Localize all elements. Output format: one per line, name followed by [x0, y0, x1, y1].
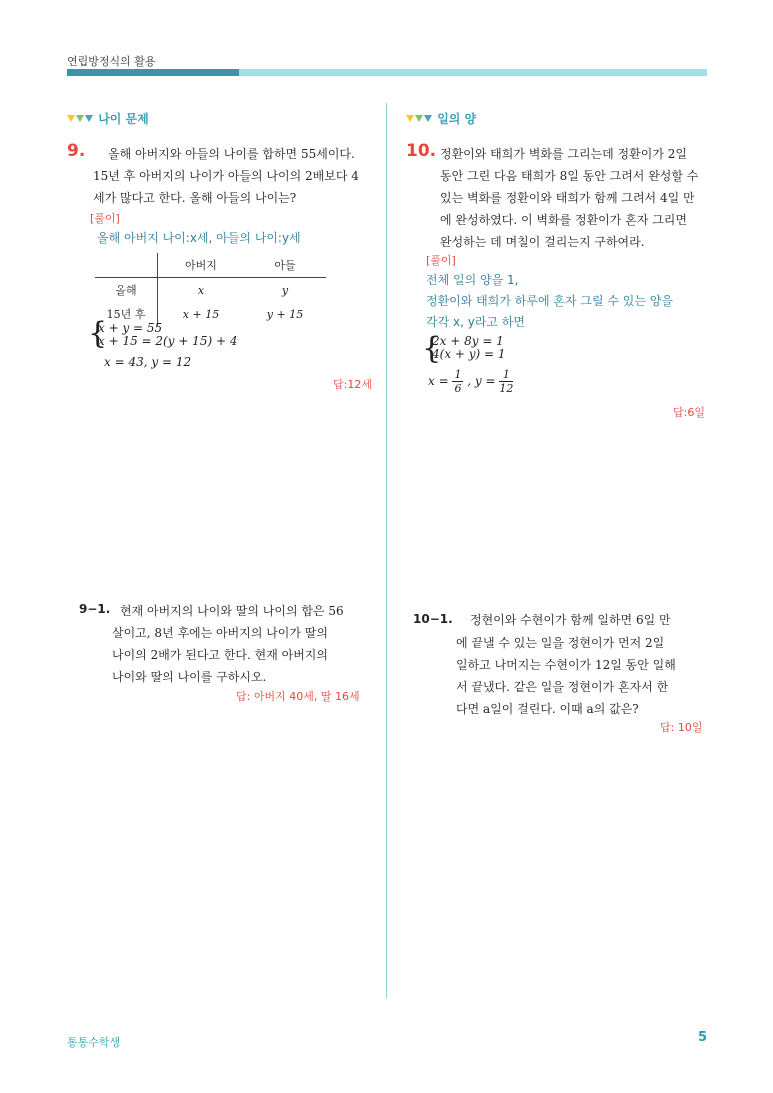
- question-10-number: 10.: [406, 141, 437, 161]
- equation-2: x + 15 = 2(y + 15) + 4: [98, 334, 238, 348]
- solution-line-1: 전체 일의 양을 1,: [426, 273, 519, 287]
- solution-line-2: 정환이와 태희가 하루에 혼자 그릴 수 있는 양을: [426, 294, 673, 308]
- solution-result: [428, 368, 513, 395]
- question-10-1-line-4: 서 끝냈다. 같은 일을 정현이가 혼자서 한: [456, 680, 669, 694]
- section-heading-age: [67, 110, 149, 127]
- question-9-line-2: 15년 후 아버지의 나이가 아들의 나이의 2배보다 4: [93, 169, 359, 183]
- question-10-1-line-1: 정현이와 수현이가 함께 일하면 6일 만: [470, 613, 671, 627]
- table-cell: x: [197, 283, 205, 297]
- question-10-line-1: 정환이와 태희가 벽화를 그리는데 정환이가 2일: [440, 147, 687, 161]
- question-10-1-line-2: 에 끝낼 수 있는 일을 정현이가 먼저 2일: [456, 636, 665, 650]
- system-brace-icon: {: [422, 331, 442, 366]
- result-y-label: , y =: [467, 374, 496, 388]
- question-9-1-line-2: 살이고, 8년 후에는 아버지의 나이가 딸의: [112, 626, 328, 640]
- header-title: 연립방정식의 활용: [67, 55, 156, 68]
- solution-label: [풀이]: [426, 254, 456, 267]
- solution-result: x = 43, y = 12: [104, 355, 192, 369]
- answer-9-1: 답: 아버지 40세, 딸 16세: [236, 690, 360, 703]
- fraction-numerator: 1: [454, 368, 462, 381]
- table-cell: y + 15: [266, 307, 304, 321]
- question-10-1-line-5: 다면 a일이 걸린다. 이때 a의 값은?: [456, 702, 639, 716]
- fraction-y: [499, 368, 513, 395]
- footer-brand: 통통수학생: [67, 1036, 121, 1049]
- header-bar-dark: [67, 69, 239, 76]
- column-divider: [386, 103, 387, 998]
- equation-1: x + y = 55: [98, 321, 163, 335]
- equation-2: 4(x + y) = 1: [432, 347, 506, 361]
- question-10-line-5: 완성하는 데 며칠이 걸리는지 구하여라.: [440, 235, 645, 249]
- table-cell: x + 15: [182, 307, 220, 321]
- system-brace-icon: {: [88, 316, 108, 351]
- question-10-line-3: 있는 벽화를 정환이와 태희가 함께 그려서 4일 만: [440, 191, 695, 205]
- table-row: [95, 278, 326, 303]
- solution-line-3: 각각 x, y라고 하면: [426, 315, 526, 329]
- table-header-row: [95, 253, 326, 278]
- solution-label: [풀이]: [90, 212, 120, 225]
- fraction-denominator: 12: [499, 382, 514, 395]
- question-10-1-number: 10−1.: [413, 612, 453, 626]
- question-9-1-line-3: 나이의 2배가 된다고 한다. 현재 아버지의: [112, 648, 328, 662]
- age-table: [95, 253, 326, 326]
- table-cell: 올해: [95, 278, 158, 303]
- triangle-bullets-icon: [67, 112, 94, 126]
- question-10-line-2: 동안 그린 다음 태희가 8일 동안 그려서 완성할 수: [440, 169, 699, 183]
- question-9-number: 9.: [67, 141, 86, 161]
- answer-9: 답:12세: [333, 378, 372, 391]
- fraction-denominator: 6: [454, 382, 462, 395]
- section-heading-text: 나이 문제: [98, 112, 149, 126]
- question-10-1-line-3: 일하고 나머지는 수현이가 12일 동안 일해: [456, 658, 676, 672]
- question-9-1-line-1: 현재 아버지의 나이와 딸의 나이의 합은 56: [120, 604, 344, 618]
- table-cell: y: [281, 283, 289, 297]
- table-header: 아들: [244, 253, 326, 278]
- table-header: 아버지: [158, 253, 245, 278]
- section-heading-work: [406, 110, 476, 127]
- question-9-line-3: 세가 많다고 한다. 올해 아들의 나이는?: [93, 191, 297, 205]
- result-x-label: x =: [428, 374, 449, 388]
- table-cell: [95, 253, 158, 278]
- section-heading-text: 일의 양: [437, 112, 477, 126]
- answer-10-1: 답: 10일: [660, 721, 703, 734]
- header-bar-light: [239, 69, 707, 76]
- page-number: 5: [698, 1030, 708, 1045]
- question-9-line-1: 올해 아버지와 아들의 나이를 합하면 55세이다.: [108, 147, 355, 161]
- table-cell: 15년 후: [95, 302, 158, 326]
- equation-1: 2x + 8y = 1: [432, 334, 504, 348]
- triangle-bullets-icon: [406, 112, 433, 126]
- answer-10: 답:6일: [673, 406, 705, 419]
- solution-intro: 올해 아버지 나이:x세, 아들의 나이:y세: [97, 231, 301, 245]
- fraction-numerator: 1: [499, 368, 513, 382]
- question-10-line-4: 에 완성하였다. 이 벽화를 정환이가 혼자 그리면: [440, 213, 687, 227]
- question-9-1-number: 9−1.: [79, 602, 111, 616]
- question-9-1-line-4: 나이와 딸의 나이를 구하시오.: [112, 670, 267, 684]
- fraction-x: [452, 368, 463, 395]
